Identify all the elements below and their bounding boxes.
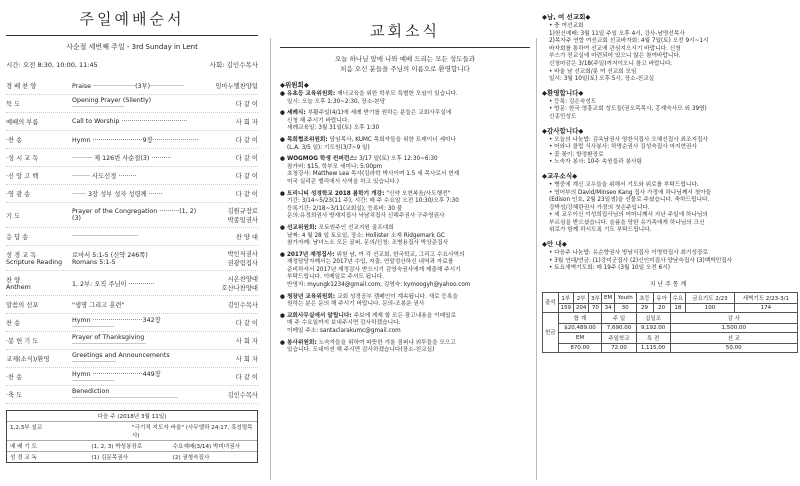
announcement-body [542, 99, 794, 122]
table-row [543, 312, 798, 323]
news-item-line: 초청강사: Matthew Lea 목사(김라학 박사이며 1.5 세 목사로서 현재 [287, 171, 460, 178]
news-item-line: 기간: 3/14~5/23(11 주), 시간: 매 주 수요일 오전 10:30/오후 7:30 [287, 198, 459, 205]
news-item-line: 재정담당자께서는 2017년 수입, 지출, 연말정산하신 내역과 자료를 [287, 259, 454, 266]
news-item-head: ● 트리니티 성경학교 2018 봄학기 개강: "신약 오현복음/사도행전" [280, 190, 451, 197]
order-row [6, 185, 258, 203]
worship-order-column [0, 0, 268, 486]
announcement-line: • 충 여선교회 [549, 23, 584, 29]
welcome-intro: 오늘 하나님 앞에 나와 예배 드리는 모든 성도들과 처음 오신 분들을 주님의 이름으로 환영합니다 [334, 55, 476, 73]
note-cell: (1) 김문목권사 [91, 455, 129, 461]
announcement-line: 1)헌신예배: 3월 11일 주일 오후 4시, 강사-남명선목사 [549, 30, 685, 37]
table-cell: 유아 [653, 292, 670, 303]
table-side-label: 헌금 [543, 312, 559, 352]
news-item-title: ● 봉사위원회: [280, 339, 319, 346]
news-item-title: ● 교회사무실에서 알립니다: [280, 312, 354, 319]
note-row [7, 441, 257, 452]
news-item-line: 참가비: $15, 학부모 세미나: 5:00pm [287, 163, 383, 170]
news-item-line: 날짜: 4 월 28 일 토요일, 장소: Hollister 소재 Ridgemark GC [287, 232, 445, 239]
worship-order-list [6, 77, 258, 404]
news-item-line: 있습니다. 도네이션 해 주시면 감사하겠습니다(장소-친교실) [287, 347, 435, 354]
news-item-line: 문의:유정희권사 방재지집사 낙남치집사 신해주권사 구주영권사 [287, 213, 445, 220]
order-person: 사 회 자 [235, 356, 258, 363]
order-person: 다 같 이 [235, 191, 258, 198]
stats-title: 지 난 주 통 계 [649, 280, 687, 288]
news-item [280, 313, 530, 336]
order-row [6, 203, 258, 228]
announcement-line: 부스가 친교실에 마련되어 있으니 많은 참여바랍니다. [549, 53, 681, 60]
news-item-head: ● 봉사위원회: 노숙자들을 위하여 따뜻한 겨울 점퍼나 외투들을 모으고 [280, 339, 456, 346]
announcement-line: • 방문: 한국 영흥교회 성도들(권오목목사, 홍재숙사모 외 39명) [549, 106, 707, 113]
announcement-line: • 오늘의 나눔밥: 김옥남권사 양찬식집사 오혜선집사 최조지집사 [549, 136, 708, 143]
table-cell: 20 [653, 303, 670, 312]
announcement-line: 부르심을 받으셨습니다. 슬픔을 당한 유가족에게 하나님의 크신 [549, 219, 705, 226]
committee-section-header: ◆위원회◆ [280, 81, 309, 89]
table-cell: 2부 [573, 292, 588, 303]
order-row [6, 386, 258, 404]
column-divider [270, 38, 271, 480]
announcement-line: 위로가 함께 하시도록 기도 부탁드립니다. [549, 227, 652, 234]
announcement-body [542, 137, 794, 167]
announcement-blocks [542, 12, 794, 273]
table-cell: 100 [686, 303, 735, 312]
announcement-line: • 어와나 클럽 식사봉사: 하명순권사 김성숙집사 마지현권사 [549, 144, 697, 151]
news-item-title: ● 유초등 교육위원회: [280, 91, 338, 97]
service-subtitle: 사순절 세번째 주일 - 3rd Sunday in Lent [66, 43, 198, 51]
table-cell: 금요기도 2/23 [686, 292, 735, 303]
table-cell: 30 [614, 303, 636, 312]
announcement-line: • 토요새벽기도회: 매 19주 (3월 10일 오전 6시) [549, 265, 670, 272]
news-item-line: 이메일 주소: santaclarakumc@gmail.com [287, 328, 401, 335]
announcement-line: 신종민성도 [549, 113, 577, 120]
news-list [280, 91, 530, 355]
order-text: Call to Worship ································· [72, 118, 188, 125]
announcement-line: • 꽃 꽂이: 항정환장로 [549, 151, 604, 158]
order-person: 김원규장로 박종일권사 [227, 208, 258, 224]
order-person: 다 같 이 [235, 173, 258, 180]
worship-order-title: 주일예배순서 [79, 10, 185, 28]
table-cell: 선 교 [670, 332, 797, 343]
announcement-line: 바자회를 통하여 선교에 관심지으시기 바랍니다. 신청 [549, 45, 681, 52]
order-text: Prayer of Thanksgiving ····································· [72, 333, 147, 348]
announcement-line: • 다음주 나눔밥: 유순향권사 방남식집사 이명학집사 최기성장로 [549, 250, 708, 257]
table-row [543, 303, 798, 312]
announcement-header: ◆안 내◆ [542, 240, 567, 249]
note-cell: "극기적 지도자 바울" (사무엘하 24:17, 흑성렬목사) [132, 425, 253, 439]
table-cell: 주 일 [602, 312, 636, 323]
service-time: 시간: 오전 8:30, 10:00, 11:45 [6, 61, 98, 69]
order-row [6, 149, 258, 167]
table-cell: 7,690.00 [602, 323, 636, 332]
order-text: Benediction ····················································· [72, 387, 179, 402]
announcement-line: (Edison 인호, 2월 23일생)을 선물로 주셨습니다. 축하드립니다. [549, 197, 710, 204]
order-row [6, 350, 258, 368]
title-rule [280, 47, 530, 48]
table-cell: 18 [670, 303, 686, 312]
order-name: 교제(소식)/환영 [6, 356, 50, 363]
order-text: ······· 3장 성부 성자 성령께 ······· [72, 191, 163, 198]
note-row [7, 452, 257, 462]
order-text: "생명 그리고 훈련" [72, 302, 125, 309]
order-text: ································· [72, 233, 139, 240]
order-person: 김인수목사 [227, 302, 258, 309]
note-cell: (2) 권형숙집사 [172, 455, 210, 461]
news-item-head: ● WOGMOG 학생 컨퍼런스: 3/17 일(토) 오후 12:30~6:30 [280, 156, 438, 163]
news-item-line: 매 주 수요일까지 보내주시면 감사하겠습니다. [287, 320, 401, 327]
news-item-head: ● 2017년 재정집사: 위원 남, 여 각 선교회, 한국학교, 그리고 수요사역의 [280, 251, 465, 258]
table-cell: 50.00 [670, 343, 797, 352]
order-row [6, 246, 258, 271]
news-item-line: 세례교육일: 3월 31일(토) 오후 1:30 [287, 125, 380, 132]
table-cell: 수요 [670, 292, 686, 303]
order-name: 예배의 부름 [6, 119, 39, 126]
order-text: 로마서 5:1-5 (신약 246쪽) Romans 5:1-5 [72, 252, 148, 266]
announcement-line: • 세 교우이신 이성희집사님의 어머니께서 지난 주일에 하나님의 [549, 212, 708, 219]
service-times [6, 60, 258, 69]
table-cell: 1부 [558, 292, 573, 303]
table-cell: 새벽기도 2/23-3/1 [734, 292, 797, 303]
news-item [280, 191, 530, 221]
news-item-line: 참가자께: 남녀노소 모든 골퍼, 문의/신청: 조병용집사 박상준집사 [287, 240, 449, 247]
announcement-header: ◆남, 여 선교회◆ [542, 13, 591, 21]
table-cell: 1,115.00 [636, 343, 670, 352]
table-row [543, 292, 798, 303]
note-cell: 성 경 교 독 [10, 455, 37, 461]
order-name: ·찬 송 [6, 374, 23, 381]
order-name: 기 도 [6, 212, 21, 220]
table-cell: 십일조 [636, 312, 670, 323]
table-cell: 합 계 [558, 312, 602, 323]
news-item-title: ● 청장년 교육위원회: [280, 293, 338, 300]
table-cell: Youth [614, 292, 636, 303]
order-row [6, 314, 258, 332]
news-item-line: 미국 실리콘 밸리에서 사역을 하고 있습니다.) [287, 178, 399, 185]
order-name: 말씀의 선포 [6, 302, 39, 309]
order-text: Prayer of the Congregation ··········(1, 2) (3) [72, 208, 197, 222]
order-name: 경 배 찬 양 [6, 83, 37, 90]
announcement-header: ◆교우소식◆ [542, 171, 578, 180]
order-person: 시온찬양대 호산나찬양대 [221, 276, 258, 292]
news-item-line: 등록기간: 2/18~3/11(교회실), 등록비: 30 불 [287, 205, 403, 212]
order-name: ·성 시 교 독 [6, 155, 39, 162]
order-name: 찬 양 Anthem [6, 277, 31, 291]
table-cell: 34 [602, 303, 614, 312]
order-name: ·영 광 송 [6, 191, 31, 198]
church-news-column [272, 0, 534, 486]
news-item [280, 252, 530, 290]
order-person: 다 같 이 [235, 320, 258, 327]
order-person: 김인수목사 [227, 392, 258, 399]
order-row [6, 77, 258, 95]
news-item-title: ● WOGMOG 학생 컨퍼런스: [280, 156, 360, 163]
news-item [280, 137, 530, 152]
order-text: ·········· 제 126번 사순절(3) ·········· [72, 155, 172, 162]
table-cell: 주일학교 [602, 332, 636, 343]
table-cell: EM [602, 292, 614, 303]
table-cell: 3부 [589, 292, 602, 303]
order-text: 1, 2부: 오직 주님이 ············· [72, 280, 155, 288]
order-row [6, 228, 258, 246]
table-cell: 29 [636, 303, 653, 312]
order-name: ·봉 헌 기 도 [6, 338, 39, 345]
order-text: Praise ·····················(3부)················· [72, 83, 185, 90]
news-item-head: ● 교회사무실에서 알립니다: 주보에 게재 할 모든 광고내용을 이메일로 [280, 312, 457, 319]
news-item [280, 340, 530, 355]
order-row [6, 167, 258, 185]
note-cell: 1,2,3부 설교 [10, 425, 43, 431]
table-cell: 1,500.00 [670, 323, 797, 332]
news-item-head: ● 청장년 교육위원회: 교회 성경공부 캠페인이 계속됩니다. 새로 등록을 [280, 293, 458, 300]
announcement-line: • 영어부의 David/Minseo Kang 집사 가정에 하나님께서 첫아들 [549, 189, 712, 196]
order-text: Hymn ·························449장····················· [72, 370, 161, 385]
announcement-line: • 바울 남 선교회/룻 여 선교회 모임 [549, 68, 637, 75]
announcement-line: 2)목자주 연합 여선교회 선교바자회: 4월 7일(토) 오전 9시~1시 [549, 38, 709, 45]
announcement-line: • 등록: 김은숙성도 [549, 98, 597, 105]
table-cell: 159 [558, 303, 573, 312]
announcement-line: 신청마감은 3/18(주일)까지이오니 참고 바랍니다. [549, 60, 673, 67]
news-item-head: ● 목회협조위원회: 담임목사, KUMC 목회자들을 위한 트레이너 세미나 [280, 136, 457, 143]
order-person: 임마누엘찬양팀 [215, 83, 258, 90]
news-item [280, 225, 530, 248]
order-name: ·찬 송 [6, 137, 23, 144]
news-item-title: ● 2017년 재정집사: [280, 251, 337, 258]
announcement-header: ◆감사합니다◆ [542, 126, 584, 135]
news-item [280, 156, 530, 186]
order-row [6, 113, 258, 131]
announcement-body [542, 182, 794, 235]
note-cell: (1, 2, 3) 박성봉장로 [91, 444, 143, 450]
table-cell: 초등 [636, 292, 653, 303]
table-cell: 70 [589, 303, 602, 312]
order-text: Hymn ·························9장······················· [72, 137, 199, 144]
news-item-line: 일시: 오늘 오후 1:30~2:30, 장소-본당 [287, 98, 386, 105]
order-person: 찬 양 대 [235, 234, 258, 241]
table-cell: 72.00 [602, 343, 636, 352]
table-cell: 204 [573, 303, 588, 312]
news-item [280, 294, 530, 309]
note-cell: 예 배 기 도 [10, 444, 37, 450]
next-week-notice [6, 410, 258, 463]
note-cell: 다음 주 (2018년 3월 11일) [97, 414, 167, 420]
table-cell: 특 전 [636, 332, 670, 343]
order-row [6, 131, 258, 149]
order-row [6, 296, 258, 314]
order-name: ·신 앙 고 백 [6, 173, 39, 180]
table-cell: 870.00 [558, 343, 602, 352]
order-row [6, 271, 258, 296]
attendance-offering-table [542, 292, 798, 353]
order-person: 사 회 자 [235, 119, 258, 126]
order-person: 다 같 이 [235, 137, 258, 144]
presider: 사회: 김인수목사 [209, 61, 258, 69]
order-person: 박인식권사 권광림집사 [227, 251, 258, 267]
news-item-line: 준비하셔서 2017년 재정감사 받으시기 김영숙권사에게 제출해 주시기 [287, 266, 461, 273]
news-item-line: 반영지: myungk1234@gmail.com, 김영숙: kymoogyh@yahoo.com [287, 282, 471, 289]
note-row [7, 422, 257, 441]
announcement-body [542, 23, 794, 84]
announcement-line: • 병중에 계신 교우들을 위해서 기도와 위로를 부탁드립니다. [549, 181, 699, 188]
order-text: Opening Prayer (Silently) ·························· [72, 96, 152, 111]
announcements-column [538, 0, 800, 486]
table-row [543, 332, 798, 343]
announcement-header: ◆환영합니다◆ [542, 88, 584, 97]
order-person: 사 회 자 [235, 338, 258, 345]
title-rule [6, 35, 258, 36]
order-name: ·축 도 [6, 392, 23, 399]
order-person: 다 같 이 [235, 374, 258, 381]
order-person: 다 같 이 [235, 101, 258, 108]
news-item-line: (L.A. 3/5 일): 기도원(3/7~9 일) [287, 144, 370, 151]
table-row [543, 343, 798, 352]
church-news-title: 교회소식 [370, 22, 440, 40]
table-cell: 174 [734, 303, 797, 312]
order-text: Hymn ·························342장····················· [72, 316, 161, 331]
note-cell: 수요예배(3/14) 박미녀권사 [172, 444, 240, 450]
news-item [280, 91, 530, 106]
announcement-line: • 3월 연대/연금: (1)강미군집사 (2)신인미집사 양남숙집사 (3)백박민집사 [549, 257, 733, 264]
news-item-title: ● 세례식: [280, 110, 308, 117]
announcement-body [542, 250, 794, 273]
news-item [280, 110, 530, 133]
announcement-line: 일시: 3월 10일(토) 오후 5시, 장소-친교실 [549, 76, 655, 83]
order-name: 성 경 교 독 Scripture Reading [6, 252, 63, 266]
news-item-title: ● 목회협조위원회: [280, 136, 330, 143]
news-item-head: ● 유초등 교육위원회: 재너교육을 위한 학부모 특별헌 모임이 있습니다. [280, 91, 458, 97]
table-cell: $20,489.00 [558, 323, 602, 332]
table-cell: EM [558, 332, 602, 343]
column-divider [536, 38, 537, 480]
order-person: 다 같 이 [235, 155, 258, 162]
news-item-line: 신청 해 주시기 바랍니다. [287, 117, 350, 124]
table-cell: 9,192.00 [636, 323, 670, 332]
order-row [6, 332, 258, 350]
table-side-label: 출석 [543, 292, 559, 312]
news-item-title: ● 트리니티 성경학교 2018 봄학기 개강: [280, 190, 387, 197]
order-text: Greetings and Announcements ······················ [72, 351, 170, 366]
order-row [6, 95, 258, 113]
news-item-line: 원하는 분은 문의 해 주시기 바랍니다. 문의-조봉운 권사 [287, 301, 425, 308]
news-item-title: ● 선교위원회: [280, 224, 319, 231]
order-name: 찬 송 [6, 320, 21, 327]
news-item-line: 부탁드립니다. 이메일로 주셔도 됩니다. [287, 274, 384, 281]
announcement-line: • 노숙자 봉사: 10주 속원들과 봉사팀 [549, 159, 642, 166]
news-item-head: ● 세례식: 부활주일(4/1)에 세례 받기를 원하는 분들은 교회사무실에 [280, 110, 452, 117]
order-name: 응 답 송 [6, 234, 29, 241]
order-text: ········· 사도신경 ········· [72, 173, 137, 180]
table-row [543, 323, 798, 332]
order-row [6, 368, 258, 386]
order-name: 묵 도 [6, 101, 21, 108]
news-item-head: ● 선교위원회: 포토원주인 선교지원 골프대회 [280, 224, 394, 231]
note-row [7, 411, 257, 422]
table-cell: 감 사 [670, 312, 797, 323]
announcement-line: 강박성/강혜란권사 가정의 첫손주입니다. [549, 204, 650, 211]
